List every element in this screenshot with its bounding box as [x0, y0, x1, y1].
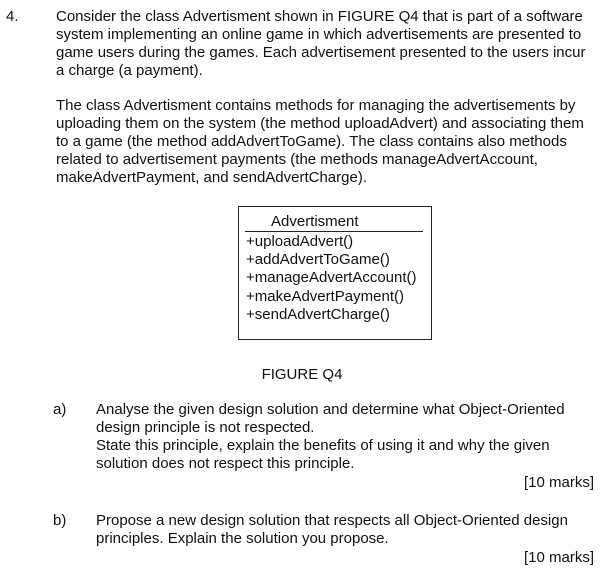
text-line: related to advertisement payments (the methods manageAdvertAccount,: [56, 151, 538, 168]
figure-caption: FIGURE Q4: [261, 366, 343, 383]
text-line: The class Advertisment contains methods for managing the advertisements by: [56, 97, 576, 114]
uml-method: +manageAdvertAccount(): [246, 269, 417, 287]
text-line: Consider the class Advertisment shown in FIGURE Q4 that is part of a software: [56, 8, 583, 25]
question-description-paragraph: [56, 97, 602, 187]
question-number: 4.: [6, 8, 19, 25]
uml-divider: [245, 231, 423, 232]
part-a-marks: [10 marks]: [523, 474, 594, 491]
uml-method: +makeAdvertPayment(): [246, 287, 404, 305]
uml-method: +addAdvertToGame(): [246, 251, 390, 269]
question-intro-paragraph: [56, 8, 602, 80]
text-line: uploading them on the system (the method uploadAdvert) and associating them: [56, 115, 584, 132]
part-a-text: [96, 401, 596, 473]
text-line: principles. Explain the solution you propose.: [96, 530, 389, 547]
text-line: solution does not respect this principle.: [96, 455, 355, 472]
uml-method: +sendAdvertCharge(): [246, 305, 390, 323]
text-line: game users during the games. Each advertisement presented to the users incur: [56, 44, 586, 61]
text-line: makeAdvertPayment, and sendAdvertCharge).: [56, 169, 367, 186]
uml-class-name: Advertisment: [271, 213, 359, 230]
uml-method: +uploadAdvert(): [246, 233, 354, 250]
uml-class-diagram: [238, 206, 432, 340]
text-line: design principle is not respected.: [96, 419, 315, 436]
text-line: Propose a new design solution that respects all Object-Oriented design: [96, 512, 568, 529]
text-line: Analyse the given design solution and determine what Object-Oriented: [96, 401, 565, 418]
part-b-label: b): [53, 512, 67, 529]
part-a-label: a): [53, 401, 67, 418]
text-line: a charge (a payment).: [56, 62, 203, 79]
text-line: system implementing an online game in which advertisements are presented to: [56, 26, 582, 43]
part-b-text: [96, 512, 596, 548]
uml-method-list: [246, 233, 417, 324]
part-b-marks: [10 marks]: [523, 549, 594, 566]
text-line: to a game (the method addAdvertToGame). The class contains also methods: [56, 133, 567, 150]
text-line: State this principle, explain the benefits of using it and why the given: [96, 437, 550, 454]
